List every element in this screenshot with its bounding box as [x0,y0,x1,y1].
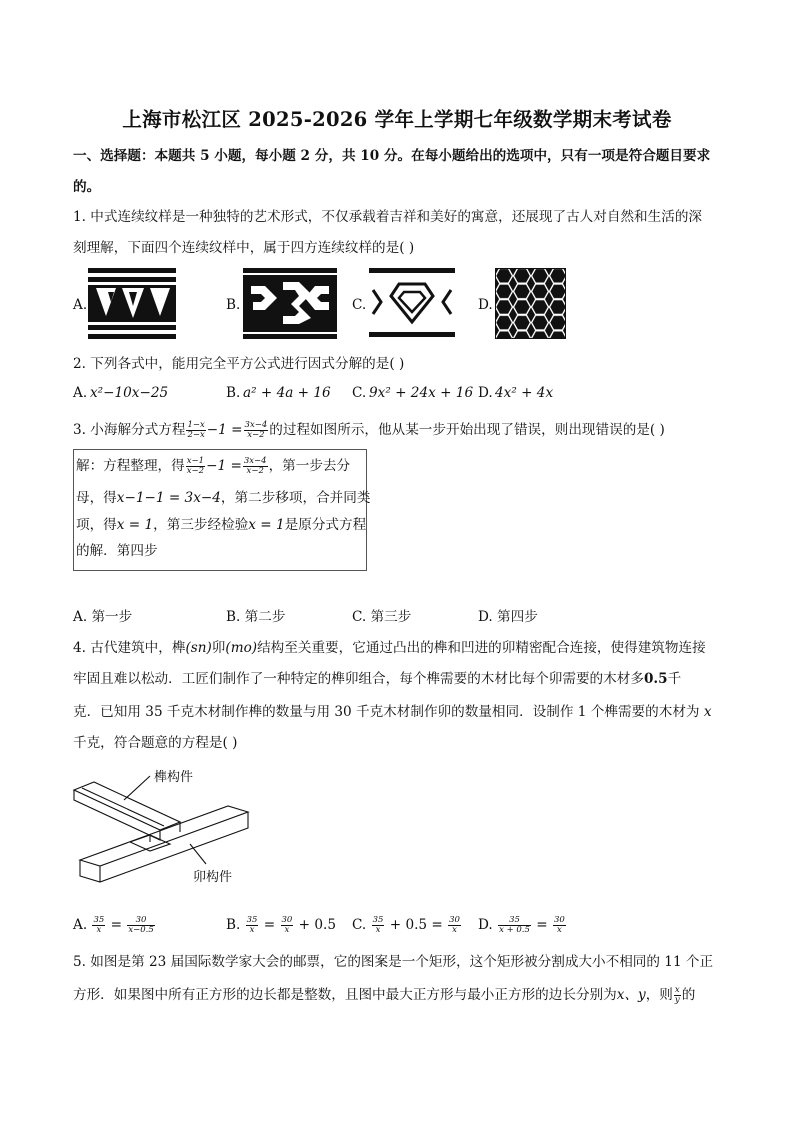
q5-stem-line1: 5. 如图是第 23 届国际数学家大会的邮票，它的图案是一个矩形，这个矩形被分割成大小不相同的 11 个正 [73,954,714,970]
q3-frac-1: $\frac{1-x}{2-x}$ [187,420,205,440]
q4-stem-line3: 克．已知用 35 千克木材制作榫的数量与用 30 千克木材制作卯的数量相同．设制作 1 个榫需要的木材为 x [73,704,712,720]
q1-option-a-label: A. [73,297,88,313]
q2-option-d-label: D. [478,385,493,401]
q1-option-b-label: B. [226,297,241,313]
q4-option-c: C. $\frac{35}{x}$ + 0.5 = $\frac{30}{x}$ [352,915,460,935]
q3-option-a: A. 第一步 [73,609,133,625]
q2-option-a: x²−10x−25 [90,385,169,401]
q2-option-a-label: A. [73,385,88,401]
section-header: 一、选择题：本题共 5 小题，每小题 2 分，共 10 分。在每小题给出的选项中，只有一项是符合题目要求 [73,148,711,164]
q3-solution-line3: 项，得x = 1，第三步经检验x = 1是原分式方程 [76,517,367,533]
q1-option-a-pattern [88,268,176,339]
q2-option-b-label: B. [226,385,241,401]
q3-frac-2: $\frac{3x-4}{x-2}$ [244,420,268,440]
q3-option-b: B. 第二步 [226,609,286,625]
q2-stem: 2. 下列各式中，能用完全平方公式进行因式分解的是( ) [73,356,405,372]
q2-option-c-label: C. [352,385,367,401]
q4-stem-line1: 4. 古代建筑中，榫(sn)卯(mo)结构至关重要，它通过凸出的榫和凹进的卯精密配合连接，使得建筑物连接 [73,640,706,656]
q3-solution-line1: 解：方程整理，得 $\frac{x-1}{x-2}$ −1 = $\frac{3x-4}{x-2}$ ，第一步去分 [76,456,351,476]
q3-solution-line4: 的解．第四步 [76,543,158,559]
q4-option-a: A. $\frac{35}{x}$ = $\frac{30}{x-0.5}$ [73,915,154,935]
q4-label-mortise: 卯构件 [193,870,233,885]
q1-option-b-pattern [243,268,337,339]
q3-stem: 3. 小海解分式方程 $\frac{1-x}{2-x}$ −1 = $\frac{3x-4}{x-2}$ 的过程如图所示，他从某一步开始出现了错误，则出现错误的是( ) [73,420,665,440]
q2-option-d: 4x² + 4x [495,385,554,401]
page-title: 上海市松江区 2025-2026 学年上学期七年级数学期末考试卷 [122,108,672,131]
q3-option-c: C. 第三步 [352,609,412,625]
q4-option-b: B. $\frac{35}{x}$ = $\frac{30}{x}$ + 0.5 [226,915,337,935]
q1-stem-line2: 刻理解，下面四个连续纹样中，属于四方连续纹样的是( ) [73,240,415,256]
q1-option-d-label: D. [478,297,493,313]
section-header-cont: 的。 [73,179,101,195]
q2-option-c: 9x² + 24x + 16 [369,385,474,401]
q4-stem-line4: 千克，符合题意的方程是( ) [73,735,238,751]
q1-option-d-pattern [495,268,566,339]
q2-option-b: a² + 4a + 16 [243,385,331,401]
q1-option-c-pattern [369,268,455,339]
q4-option-d: D. $\frac{35}{x + 0.5}$ = $\frac{30}{x}$ [478,915,565,935]
q4-stem-line2: 牢固且难以松动．工匠们制作了一种特定的榫卯组合，每个榫需要的木材比每个卯需要的木材多0.5千 [73,671,682,687]
q1-option-c-label: C. [352,297,367,313]
q3-solution-line2: 母，得x−1−1 = 3x−4，第二步移项，合并同类 [76,490,371,506]
q5-stem-line2: 方形．如果图中所有正方形的边长都是整数，且图中最大正方形与最小正方形的边长分别为x、y，则 $\frac{x}{y}$ 的 [73,985,696,1005]
q3-option-d: D. 第四步 [478,609,538,625]
q4-label-tenon: 榫构件 [154,770,194,785]
q1-stem-line1: 1. 中式连续纹样是一种独特的艺术形式，不仅承载着吉祥和美好的寓意，还展现了古人对自然和生活的深 [73,209,703,225]
